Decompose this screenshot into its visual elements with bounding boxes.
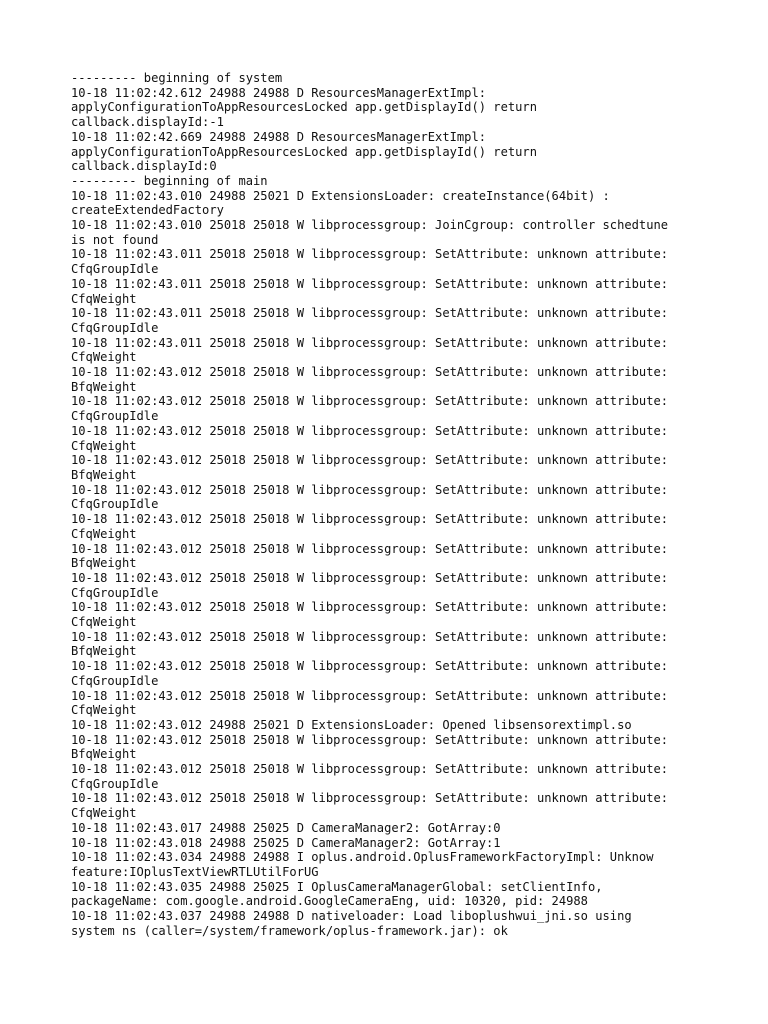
log-line: CfqWeight bbox=[71, 526, 137, 541]
log-line: CfqGroupIdle bbox=[71, 776, 159, 791]
log-line: 10-18 11:02:43.010 25018 25018 W libprocessgroup: JoinCgroup: controller schedtune bbox=[71, 218, 669, 233]
log-line: BfqWeight bbox=[71, 747, 137, 762]
log-line: packageName: com.google.android.GoogleCameraEng, uid: 10320, pid: 24988 bbox=[71, 894, 588, 909]
log-line: CfqGroupIdle bbox=[71, 585, 159, 600]
log-line: 10-18 11:02:43.012 25018 25018 W libprocessgroup: SetAttribute: unknown attribute: bbox=[71, 732, 669, 747]
log-line: 10-18 11:02:43.012 25018 25018 W libprocessgroup: SetAttribute: unknown attribute: bbox=[71, 659, 669, 674]
log-line: CfqWeight bbox=[71, 291, 137, 306]
log-line: CfqGroupIdle bbox=[71, 409, 159, 424]
log-line: CfqGroupIdle bbox=[71, 262, 159, 277]
log-line: 10-18 11:02:43.012 25018 25018 W libprocessgroup: SetAttribute: unknown attribute: bbox=[71, 512, 669, 527]
log-line: CfqWeight bbox=[71, 615, 137, 630]
log-line: CfqGroupIdle bbox=[71, 320, 159, 335]
log-line: 10-18 11:02:43.010 24988 25021 D ExtensionsLoader: createInstance(64bit) : bbox=[71, 188, 610, 203]
log-line: 10-18 11:02:43.011 25018 25018 W libprocessgroup: SetAttribute: unknown attribute: bbox=[71, 306, 669, 321]
log-line: --------- beginning of system bbox=[71, 71, 283, 85]
log-line: applyConfigurationToAppResourcesLocked app.getDisplayId() return bbox=[71, 144, 537, 159]
log-line: 10-18 11:02:43.012 25018 25018 W libprocessgroup: SetAttribute: unknown attribute: bbox=[71, 570, 669, 585]
log-line: 10-18 11:02:43.018 24988 25025 D CameraManager2: GotArray:1 bbox=[71, 835, 501, 850]
log-line: --------- beginning of main bbox=[71, 173, 268, 188]
log-line: 10-18 11:02:43.012 25018 25018 W libprocessgroup: SetAttribute: unknown attribute: bbox=[71, 423, 669, 438]
log-line: 10-18 11:02:43.011 25018 25018 W libprocessgroup: SetAttribute: unknown attribute: bbox=[71, 276, 669, 291]
log-line: 10-18 11:02:43.012 25018 25018 W libprocessgroup: SetAttribute: unknown attribute: bbox=[71, 600, 669, 615]
log-line: CfqGroupIdle bbox=[71, 497, 159, 512]
log-line: CfqGroupIdle bbox=[71, 673, 159, 688]
log-line: 10-18 11:02:43.012 25018 25018 W libprocessgroup: SetAttribute: unknown attribute: bbox=[71, 482, 669, 497]
log-line: callback.displayId:-1 bbox=[71, 115, 224, 130]
log-line: 10-18 11:02:43.017 24988 25025 D CameraManager2: GotArray:0 bbox=[71, 820, 501, 835]
log-line: 10-18 11:02:43.012 25018 25018 W libprocessgroup: SetAttribute: unknown attribute: bbox=[71, 688, 669, 703]
log-line: 10-18 11:02:42.669 24988 24988 D ResourcesManagerExtImpl: bbox=[71, 129, 487, 144]
log-line: 10-18 11:02:43.012 25018 25018 W libprocessgroup: SetAttribute: unknown attribute: bbox=[71, 762, 669, 777]
log-line: 10-18 11:02:43.011 25018 25018 W libprocessgroup: SetAttribute: unknown attribute: bbox=[71, 247, 669, 262]
log-line: 10-18 11:02:43.012 25018 25018 W libprocessgroup: SetAttribute: unknown attribute: bbox=[71, 541, 669, 556]
log-line: 10-18 11:02:43.012 25018 25018 W libprocessgroup: SetAttribute: unknown attribute: bbox=[71, 453, 669, 468]
log-line: CfqWeight bbox=[71, 703, 137, 718]
log-line: BfqWeight bbox=[71, 644, 137, 659]
log-line: 10-18 11:02:43.012 25018 25018 W libprocessgroup: SetAttribute: unknown attribute: bbox=[71, 791, 669, 806]
log-line: CfqWeight bbox=[71, 438, 137, 453]
log-line: 10-18 11:02:43.035 24988 25025 I OplusCameraManagerGlobal: setClientInfo, bbox=[71, 879, 603, 894]
log-line: 10-18 11:02:42.612 24988 24988 D ResourcesManagerExtImpl: bbox=[71, 85, 487, 100]
log-line: createExtendedFactory bbox=[71, 203, 224, 218]
log-line: BfqWeight bbox=[71, 467, 137, 482]
log-line: 10-18 11:02:43.011 25018 25018 W libprocessgroup: SetAttribute: unknown attribute: bbox=[71, 335, 669, 350]
log-line: CfqWeight bbox=[71, 350, 137, 365]
log-line: 10-18 11:02:43.012 25018 25018 W libprocessgroup: SetAttribute: unknown attribute: bbox=[71, 365, 669, 380]
log-line: is not found bbox=[71, 232, 159, 247]
log-line: BfqWeight bbox=[71, 379, 137, 394]
log-line: system ns (caller=/system/framework/oplus-framework.jar): ok bbox=[71, 923, 508, 938]
log-line: applyConfigurationToAppResourcesLocked app.getDisplayId() return bbox=[71, 100, 537, 115]
log-line: 10-18 11:02:43.034 24988 24988 I oplus.android.OplusFrameworkFactoryImpl: Unknow bbox=[71, 850, 654, 865]
log-line: 10-18 11:02:43.012 24988 25021 D ExtensionsLoader: Opened libsensorextimpl.so bbox=[71, 717, 632, 732]
log-line: 10-18 11:02:43.037 24988 24988 D nativeloader: Load liboplushwui_jni.so using bbox=[71, 909, 632, 924]
log-line: callback.displayId:0 bbox=[71, 159, 217, 174]
log-line: 10-18 11:02:43.012 25018 25018 W libprocessgroup: SetAttribute: unknown attribute: bbox=[71, 394, 669, 409]
log-line: feature:IOplusTextViewRTLUtilForUG bbox=[71, 864, 319, 879]
log-document bbox=[71, 71, 711, 938]
log-line: BfqWeight bbox=[71, 556, 137, 571]
log-line: 10-18 11:02:43.012 25018 25018 W libprocessgroup: SetAttribute: unknown attribute: bbox=[71, 629, 669, 644]
log-line: CfqWeight bbox=[71, 806, 137, 821]
